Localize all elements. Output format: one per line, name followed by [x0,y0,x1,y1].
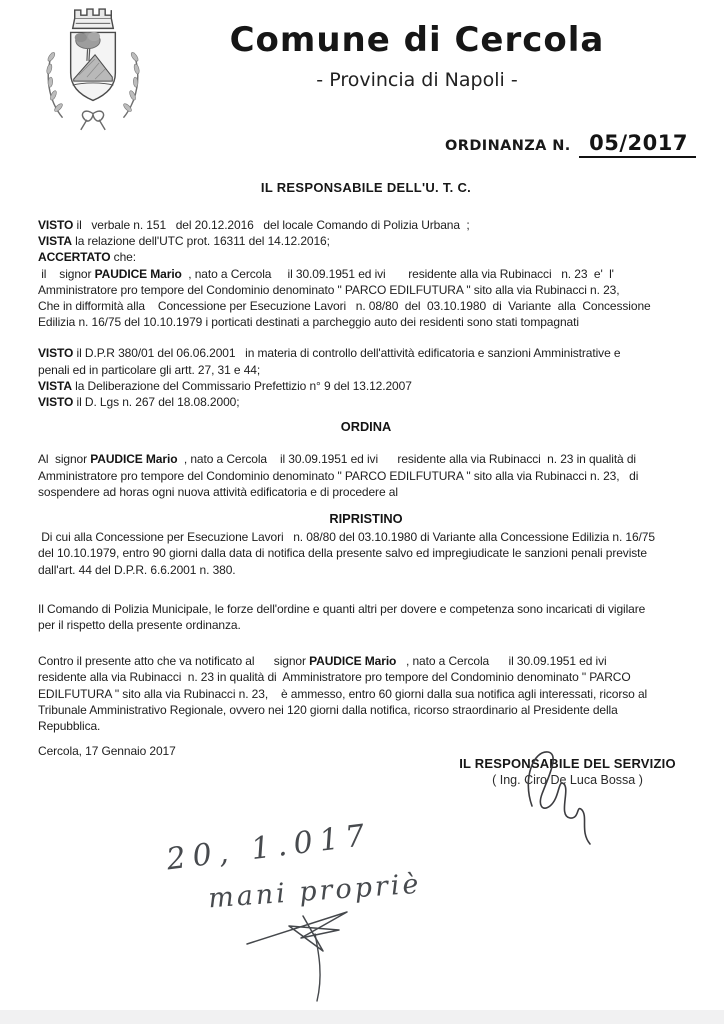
doc-line: Amministratore pro tempore del Condominio denominato " PARCO EDILFUTURA " sito alla via Rubinacci n. 23, [38,282,620,297]
document-body [38,180,694,759]
paragraph [38,601,694,633]
doc-line: VISTO il verbale n. 151 del 20.12.2016 del locale Comando di Polizia Urbana ; [38,218,470,232]
doc-line: penali ed in particolare gli artt. 27, 31 e 44; [38,362,261,377]
doc-line: Contro il presente atto che va notificato al signor PAUDICE Mario , nato a Cercola il 30.09.1951 ed ivi [38,654,607,669]
paragraph [38,451,694,500]
handwritten-note: mani propriè [207,868,423,915]
spacer [38,196,694,217]
doc-line: Tribunale Amministrativo Regionale, ovvero nei 120 giorni dalla notifica, ricorso straordinario al Presidente della [38,702,618,717]
paragraph [38,653,694,734]
section-heading: ORDINA [340,419,392,435]
paragraph [38,217,694,330]
scan-edge-shadow [0,1010,724,1024]
doc-line: per il rispetto della presente ordinanza. [38,618,241,633]
spacer [38,633,694,653]
doc-line: VISTO il D. Lgs n. 267 del 18.08.2000; [38,395,240,410]
handwritten-date: 20, 1.017 [164,817,374,878]
doc-line: EDILFUTURA " sito alla via Rubinacci n. 23, è ammesso, entro 60 giorni dalla sua notifica agli interessati, ricorso al [38,686,648,701]
signature-name: ( Ing. Ciro De Luca Bossa ) [492,773,643,787]
doc-line: Di cui alla Concessione per Esecuzione Lavori n. 08/80 del 03.10.1980 di Variante alla Concessione Edilizia n. 16/75 [38,530,655,545]
letterhead [150,20,684,91]
municipal-coat-of-arms-icon [42,4,144,136]
ordinance-label: ORDINANZA N. [445,138,571,154]
doc-line: Cercola, 17 Gennaio 2017 [38,744,176,759]
doc-line: VISTO il D.P.R 380/01 del 06.06.2001 in materia di controllo dell'attività edificatoria e sanzioni Amministrative e [38,346,621,361]
paragraph [38,345,694,410]
handwritten-flourish-icon [243,896,373,1006]
ordinance-number-line [445,131,696,158]
doc-line: VISTA la Deliberazione del Commissario Prefettizio n° 9 del 13.12.2007 [38,378,412,393]
spacer [38,330,694,345]
doc-line: ACCERTATO che: [38,250,136,265]
doc-line: Che in difformità alla Concessione per Esecuzione Lavori n. 08/80 del 03.10.1980 di Variante alla Concessione [38,299,651,314]
spacer [38,734,694,743]
paragraph [38,529,694,578]
spacer [38,410,694,419]
doc-line: Repubblica. [38,719,101,734]
doc-line: dall'art. 44 del D.P.R. 6.6.2001 n. 380. [38,562,236,577]
signature-title: IL RESPONSABILE DEL SERVIZIO [459,756,676,771]
doc-line: Il Comando di Polizia Municipale, le forze dell'ordine e quanti altri per dovere e competenza sono incaricati di vigilare [38,601,646,616]
section-heading: RIPRISTINO [329,511,403,527]
doc-line: sospendere ad horas ogni nuova attività edificatoria e di procedere al [38,484,398,499]
spacer [38,500,694,511]
doc-line: VISTA la relazione dell'UTC prot. 16311 del 14.12.2016; [38,234,330,249]
page-title: Comune di Cercola [229,20,605,60]
doc-line: Al signor PAUDICE Mario , nato a Cercola il 30.09.1951 ed ivi residente alla via Rubinacci n. 23 in qualità di [38,452,636,467]
doc-line: residente alla via Rubinacci n. 23 in qualità di Amministratore pro tempore del Condominio denominato " PARCO [38,670,631,685]
doc-body [38,196,694,759]
doc-line: Amministratore pro tempore del Condominio denominato " PARCO EDILFUTURA " sito alla via Rubinacci n. 23, di [38,468,639,483]
ordinance-number: 05/2017 [579,131,696,158]
page-subtitle: - Provincia di Napoli - [316,69,518,91]
spacer [38,435,694,451]
doc-line: del 10.10.1979, entro 90 giorni dalla data di notifica della presente salvo ed impregiudicate le sanzioni penali previste [38,546,647,561]
official-signature-icon [518,744,608,849]
doc-line: il signor PAUDICE Mario , nato a Cercola il 30.09.1951 ed ivi residente alla via Rubinacci n. 23 e' l' [38,266,614,281]
doc-line: Edilizia n. 16/75 del 10.10.1979 i porticati destinati a parcheggio auto dei residenti sono stati tompagnati [38,315,579,330]
spacer [38,578,694,601]
document-heading: IL RESPONSABILE DELL'U. T. C. [260,180,472,195]
